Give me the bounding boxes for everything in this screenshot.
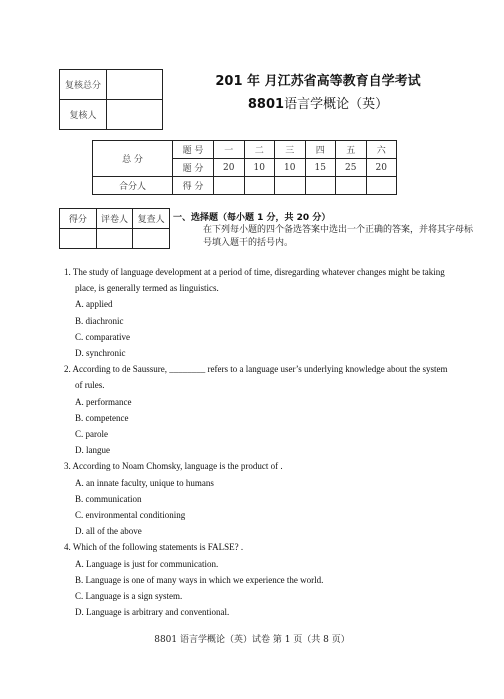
- question-stem: 2. According to de Saussure, ________ refers to a language user’s underlying knowledge about the system of rules.: [64, 364, 448, 391]
- section-score: 25: [336, 159, 367, 177]
- grader-reviewer-label: 评卷人: [96, 209, 133, 229]
- section-title: 一、选择题（每小题 1 分，共 20 分）: [173, 213, 331, 223]
- score-row-earned: [93, 177, 397, 195]
- question-score-label: 题 分: [173, 159, 214, 177]
- answer-option: A. an innate faculty, unique to humans: [75, 477, 214, 488]
- exam-title: 201 年 月江苏省高等教育自学考试: [215, 74, 421, 89]
- grader-score-label: 得分: [60, 209, 97, 229]
- answer-option: A. Language is just for communication.: [75, 558, 219, 569]
- question: [64, 458, 448, 539]
- grader-blank-cell: [60, 229, 97, 249]
- answer-option: D. langue: [75, 445, 110, 456]
- question-number-label: 题 号: [173, 141, 214, 159]
- section-number: 二: [244, 141, 275, 159]
- question-list: [64, 264, 448, 620]
- section-score: 20: [214, 159, 245, 177]
- earned-score-label: 得 分: [173, 177, 214, 195]
- review-row-total: [60, 70, 163, 100]
- exam-subtitle: [168, 93, 468, 112]
- question-stem: 3. According to Noam Chomsky, language is the product of .: [64, 461, 283, 472]
- question-stem: 1. The study of language development at a period of time, disregarding whatever changes might be taking place, is generally termed as linguistics.: [64, 267, 445, 294]
- earned-score-cell: [366, 177, 397, 195]
- grader-box: [59, 208, 170, 249]
- question: [64, 539, 448, 620]
- section-score: 20: [366, 159, 397, 177]
- answer-option: C. environmental conditioning: [75, 510, 186, 521]
- course-subject: 语言学概论（英）: [284, 97, 389, 112]
- section-number: 五: [336, 141, 367, 159]
- answer-option: D. all of the above: [75, 526, 142, 537]
- earned-score-cell: [305, 177, 336, 195]
- section-score: 10: [244, 159, 275, 177]
- answer-option: B. competence: [75, 412, 129, 423]
- review-box: [59, 69, 163, 130]
- question-stem: 4. Which of the following statements is FALSE? .: [64, 542, 244, 553]
- question: [64, 361, 448, 458]
- grader-blank-cell: [133, 229, 170, 249]
- review-row-person: [60, 100, 163, 130]
- answer-option: C. comparative: [75, 331, 130, 342]
- answer-option: C. Language is a sign system.: [75, 591, 183, 602]
- answer-option: B. Language is one of many ways in which we experience the world.: [75, 574, 324, 585]
- score-row-numbers: [93, 141, 397, 159]
- review-person-cell: [107, 100, 163, 130]
- grader-header-row: [60, 209, 170, 229]
- section-number: 四: [305, 141, 336, 159]
- earned-score-cell: [214, 177, 245, 195]
- review-person-label: 复核人: [60, 100, 107, 130]
- answer-option: B. diachronic: [75, 315, 124, 326]
- review-total-label: 复核总分: [60, 70, 107, 100]
- review-total-cell: [107, 70, 163, 100]
- answer-option: C. parole: [75, 429, 108, 440]
- score-table: [92, 140, 397, 195]
- answer-option: D. synchronic: [75, 348, 126, 359]
- answer-option: A. performance: [75, 396, 132, 407]
- answer-option: B. communication: [75, 493, 142, 504]
- section-score: 10: [275, 159, 306, 177]
- question: [64, 264, 448, 361]
- section-score: 15: [305, 159, 336, 177]
- grader-blank-row: [60, 229, 170, 249]
- earned-score-cell: [244, 177, 275, 195]
- earned-score-cell: [275, 177, 306, 195]
- section-number: 六: [366, 141, 397, 159]
- section-instructions: 在下列每小题的四个备选答案中选出一个正确的答案，并将其字母标号填入题干的括号内。: [203, 225, 474, 248]
- earned-score-cell: [336, 177, 367, 195]
- combiner-label: 合分人: [93, 177, 173, 195]
- grader-checker-label: 复查人: [133, 209, 170, 229]
- page-footer: 8801 语言学概论（英）试卷 第 1 页（共 8 页）: [154, 635, 350, 645]
- section-number: 三: [275, 141, 306, 159]
- grader-blank-cell: [96, 229, 133, 249]
- course-code: 8801: [247, 97, 285, 112]
- total-score-label: 总 分: [93, 141, 173, 177]
- section-number: 一: [214, 141, 245, 159]
- answer-option: D. Language is arbitrary and conventional.: [75, 607, 230, 618]
- answer-option: A. applied: [75, 299, 113, 310]
